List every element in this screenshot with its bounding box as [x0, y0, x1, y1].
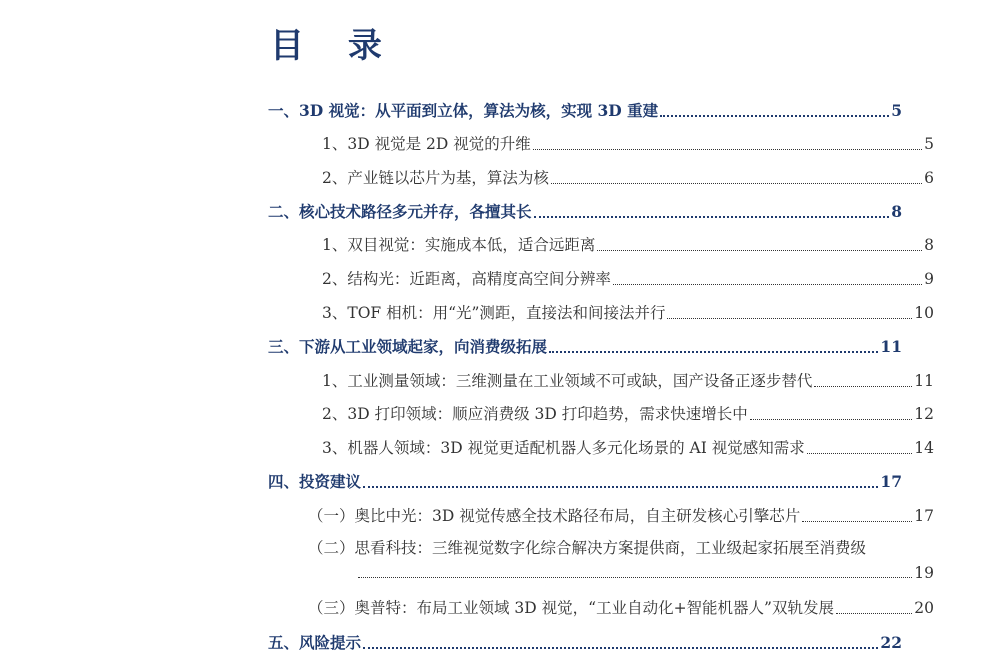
toc-entry-section-3[interactable]: [268, 335, 902, 357]
toc-entry-text: 2、结构光：近距离，高精度高空间分辨率: [322, 270, 611, 288]
toc-entry-text: 二、核心技术路径多元并存，各擅其长: [268, 202, 532, 221]
toc-entry-section-4[interactable]: [268, 470, 902, 492]
toc-page-number: 14: [914, 439, 934, 457]
toc-page-number: 5: [924, 135, 934, 153]
toc-page-number: 5: [891, 101, 902, 120]
leader-dots: [807, 453, 913, 454]
leader-dots: [613, 284, 922, 285]
leader-dots: [363, 486, 878, 488]
leader-dots: [358, 577, 912, 578]
leader-dots: [533, 149, 922, 150]
toc-entry-2-1[interactable]: [322, 233, 934, 255]
page-title: 目 录: [270, 26, 398, 66]
toc-entry-text: （一）奥比中光：3D 视觉传感全技术路径布局，自主研发核心引擎芯片: [308, 507, 801, 525]
toc-entry-section-2[interactable]: [268, 200, 902, 222]
toc-entry-text: 五、风险提示: [268, 633, 362, 652]
toc-page-number: 9: [924, 270, 934, 288]
toc-entry-4-2[interactable]: [308, 536, 934, 558]
toc-entry-text: 3、机器人领域：3D 视觉更适配机器人多元化场景的 AI 视觉感知需求: [322, 439, 805, 457]
toc-page-number: 17: [880, 472, 902, 491]
leader-dots: [597, 250, 922, 251]
toc-entry-text: 1、3D 视觉是 2D 视觉的升维: [322, 135, 531, 153]
leader-dots: [551, 183, 922, 184]
leader-dots: [667, 318, 912, 319]
leader-dots: [549, 351, 878, 353]
toc-page-number: 6: [924, 169, 934, 187]
leader-dots: [802, 521, 912, 522]
toc-entry-text: 三、下游从工业领域起家，向消费级拓展: [268, 337, 548, 356]
toc-entry-text: 1、工业测量领域：三维测量在工业领域不可或缺，国产设备正逐步替代: [322, 372, 813, 390]
toc-entry-4-2-continuation[interactable]: [356, 564, 934, 582]
leader-dots: [836, 613, 912, 614]
toc-entry-2-2[interactable]: [322, 267, 934, 289]
leader-dots: [750, 419, 913, 420]
toc-entry-1-2[interactable]: [322, 166, 934, 188]
toc-entry-text: 2、3D 打印领域：顺应消费级 3D 打印趋势，需求快速增长中: [322, 405, 748, 423]
toc-page-number: 11: [914, 372, 934, 390]
toc-page-number: 17: [914, 507, 934, 525]
toc-entry-text: 一、3D 视觉：从平面到立体，算法为核，实现 3D 重建: [268, 101, 659, 120]
toc-page-number: 8: [924, 236, 934, 254]
toc-page-number: 20: [914, 599, 934, 617]
toc-entry-4-3[interactable]: [308, 596, 934, 618]
toc-entry-text: 1、双目视觉：实施成本低，适合远距离: [322, 236, 596, 254]
toc-page-number: 12: [914, 405, 934, 423]
toc-page-number: 22: [880, 633, 902, 652]
leader-dots: [363, 647, 878, 649]
toc-entry-text: （三）奥普特：布局工业领域 3D 视觉，“工业自动化+智能机器人”双轨发展: [308, 599, 834, 617]
toc-entry-3-2[interactable]: [322, 402, 934, 424]
leader-dots: [660, 115, 889, 117]
toc-entry-section-5[interactable]: [268, 631, 902, 653]
toc-entry-text: （二）思看科技：三维视觉数字化综合解决方案提供商，工业级起家拓展至消费级: [308, 539, 867, 557]
leader-dots: [534, 216, 890, 218]
toc-entry-4-1[interactable]: [308, 504, 934, 526]
toc-page-number: 11: [880, 337, 902, 356]
toc-entry-section-1[interactable]: [268, 99, 902, 121]
toc-page-number: 19: [914, 564, 934, 582]
toc-entry-text: 四、投资建议: [268, 472, 362, 491]
toc-entry-3-1[interactable]: [322, 369, 934, 391]
toc-entry-3-3[interactable]: [322, 436, 934, 458]
toc-entry-text: 2、产业链以芯片为基，算法为核: [322, 169, 549, 187]
toc-page-number: 8: [891, 202, 902, 221]
toc-page-number: 10: [914, 304, 934, 322]
toc-entry-text: 3、TOF 相机：用“光”测距，直接法和间接法并行: [322, 304, 666, 322]
toc-entry-1-1[interactable]: [322, 132, 934, 154]
leader-dots: [814, 386, 912, 387]
toc-entry-2-3[interactable]: [322, 301, 934, 323]
